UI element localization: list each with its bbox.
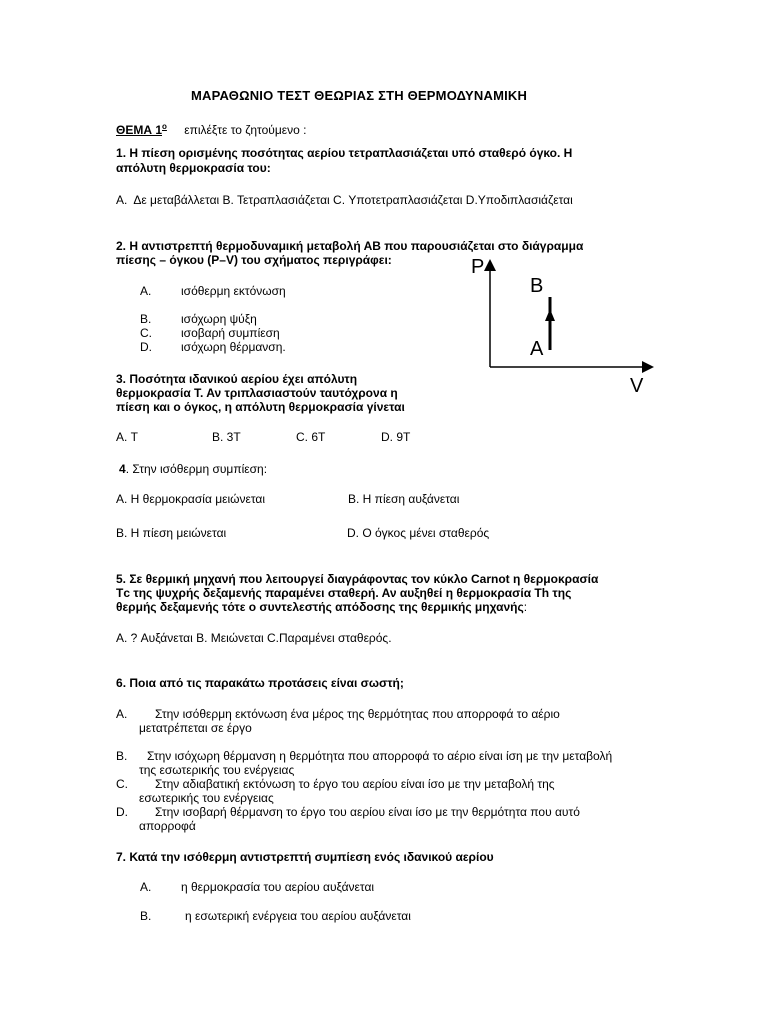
q1-line2: απόλυτη θερμοκρασία του: — [116, 161, 271, 175]
q6-text: . Ποια από τις παρακάτω προτάσεις είναι σωστή; — [122, 676, 404, 690]
q2-opt-a-letter: A. — [140, 284, 152, 298]
v-label: V — [630, 375, 644, 397]
q7-opt-a-letter: A. — [140, 880, 152, 894]
q4-num: 4 — [119, 462, 126, 476]
q7-opt-a: η θερμοκρασία του αερίου αυξάνεται — [181, 880, 375, 894]
q4-opt-b: B. Η πίεση αυξάνεται — [348, 492, 460, 506]
direction-arrow-icon — [545, 309, 555, 321]
q1-opt-rest: Δε μεταβάλλεται Β. Τετραπλασιάζεται C. Υποτετραπλασιάζεται D.Υποδιπλασιάζεται — [133, 193, 573, 207]
q2-opt-a: ισόθερμη εκτόνωση — [181, 284, 286, 298]
q5-options: A. ? Αυξάνεται B. Μειώνεται C.Παραμένει σταθερός. — [116, 631, 392, 645]
q4-question — [119, 462, 267, 476]
q5-line3-text: θερμής δεξαμενής τότε ο συντελεστής απόδοσης της θερμικής μηχανής — [116, 600, 524, 614]
theme-sup: ο — [162, 122, 167, 131]
theme-instruction: επιλέξτε το ζητούμενο : — [184, 123, 307, 137]
p-label: P — [471, 256, 485, 278]
q7-opt-b-letter: B. — [140, 909, 152, 923]
q1-options — [116, 193, 573, 207]
q2-opt-b-letter: B. — [140, 312, 152, 326]
page-title: ΜΑΡΑΘΩΝΙΟ ΤΕΣΤ ΘΕΩΡΙΑΣ ΣΤΗ ΘΕΡΜΟΔΥΝΑΜΙΚΗ — [191, 88, 528, 103]
q4-opt-c: B. Η πίεση μειώνεται — [116, 526, 227, 540]
q3-opt-a: A. Τ — [116, 430, 139, 444]
q2-opt-c: ισοβαρή συμπίεση — [181, 326, 280, 340]
q5-line2: Τc της ψυχρής δεξαμενής παραμένει σταθερή. Αν αυξηθεί η θερμοκρασία Th της — [116, 586, 572, 600]
q6-num: 6 — [116, 676, 123, 690]
q6-opt-c-letter: C. — [116, 777, 128, 791]
q6-opt-b-line1: Στην ισόχωρη θέρμανση η θερμότητα που απορροφά το αέριο είναι ίση με την μεταβολή — [147, 749, 613, 763]
q6-opt-a-line1: Στην ισόθερμη εκτόνωση ένα μέρος της θερμότητας που απορροφά το αέριο — [155, 707, 560, 721]
q4-text: . Στην ισόθερμη συμπίεση: — [125, 462, 268, 476]
q6-opt-d-line1: Στην ισοβαρή θέρμανση το έργο του αερίου είναι ίσο με την θερμότητα που αυτό — [155, 805, 580, 819]
q3-opt-c: C. 6T — [296, 430, 326, 444]
q2-opt-c-letter: C. — [140, 326, 152, 340]
q2-opt-d: ισόχωρη θέρμανση. — [181, 340, 286, 354]
q6-opt-c-line1: Στην αδιαβατική εκτόνωση το έργο του αερίου είναι ίσο με την μεταβολή της — [155, 777, 555, 791]
a-label: A — [530, 338, 544, 360]
q6-opt-b-line2: της εσωτερικής του ενέργειας — [139, 763, 295, 777]
theme-label: ΘΕΜΑ 1 — [116, 123, 163, 137]
q2-line1: 2. Η αντιστρεπτή θερμοδυναμική μεταβολή ΑΒ που παρουσιάζεται στο διάγραμμα — [116, 239, 584, 253]
q6-opt-b-letter: B. — [116, 749, 128, 763]
q5-line3-end: : — [523, 600, 528, 614]
q6-question — [116, 676, 404, 690]
b-label: B — [530, 275, 544, 297]
q1-line1 — [116, 146, 572, 160]
q2-opt-d-letter: D. — [140, 340, 152, 354]
q6-opt-d-line2: απορροφά — [139, 819, 196, 833]
q3-line2: θερμοκρασία Τ. Αν τριπλασιαστούν ταυτόχρονα η — [116, 386, 398, 400]
q4-opt-d: D. Ο όγκος μένει σταθερός — [347, 526, 490, 540]
q3-opt-b: B. 3T — [212, 430, 241, 444]
q3-line3: πίεση και ο όγκος, η απόλυτη θερμοκρασία γίνεται — [116, 400, 405, 414]
q1-num: 1 — [116, 146, 123, 160]
q2-line2: πίεσης – όγκου (P–V) του σχήματος περιγράφει: — [116, 253, 392, 267]
q7-question: 7. Κατά την ισόθερμη αντιστρεπτή συμπίεση ενός ιδανικού αερίου — [116, 850, 494, 864]
q6-opt-d-letter: D. — [116, 805, 128, 819]
q3-line1: 3. Ποσότητα ιδανικού αερίου έχει απόλυτη — [116, 372, 358, 386]
q6-opt-a-line2: μετατρέπεται σε έργο — [139, 721, 252, 735]
pv-diagram — [468, 255, 658, 400]
q3-opt-d: D. 9T — [381, 430, 411, 444]
q1-text1: . Η πίεση ορισμένης ποσότητας αερίου τετραπλασιάζεται υπό σταθερό όγκο. Η — [122, 146, 573, 160]
q2-opt-b: ισόχωρη ψύξη — [181, 312, 257, 326]
theme-heading — [116, 120, 306, 137]
q5-line1: 5. Σε θερμική μηχανή που λειτουργεί διαγράφοντας τον κύκλο Carnot η θερμοκρασία — [116, 572, 599, 586]
q1-opt-a-letter: Α. — [116, 193, 128, 207]
q6-opt-c-line2: εσωτερικής του ενέργειας — [139, 791, 274, 805]
q5-line3 — [116, 600, 527, 614]
q4-opt-a: A. Η θερμοκρασία μειώνεται — [116, 492, 266, 506]
q6-opt-a-letter: A. — [116, 707, 128, 721]
q7-opt-b: η εσωτερική ενέργεια του αερίου αυξάνεται — [185, 909, 411, 923]
